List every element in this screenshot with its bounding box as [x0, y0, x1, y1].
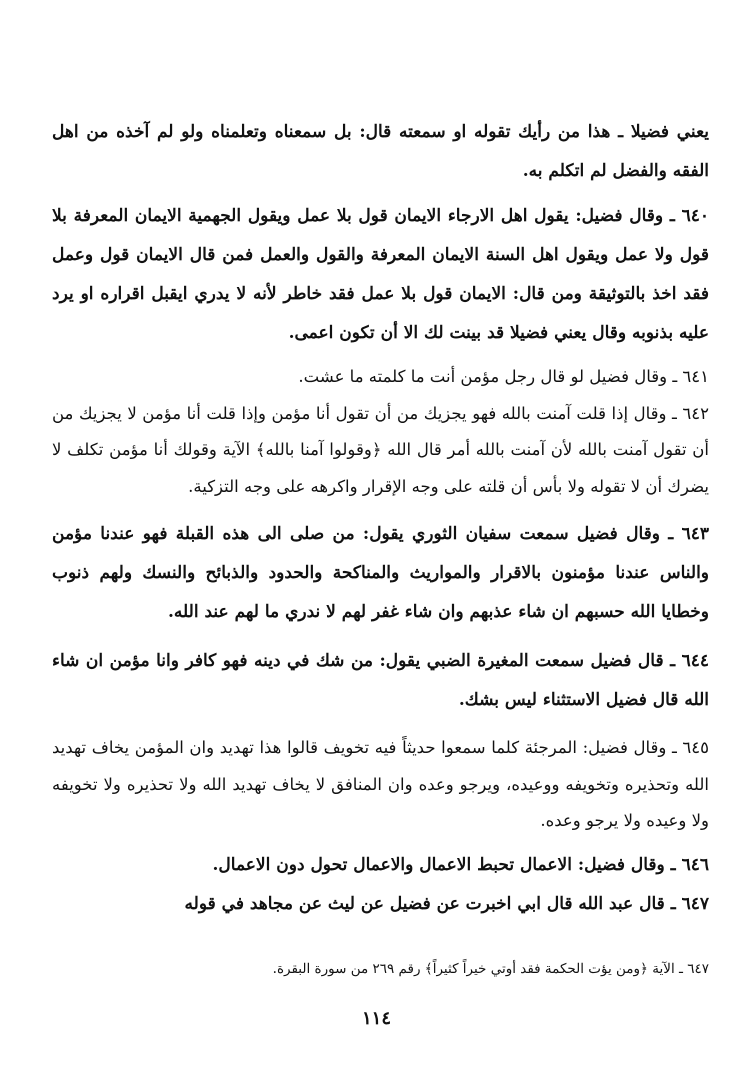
paragraph-intro: يعني فضيلا ـ هذا من رأيك تقوله او سمعته قال: بل سمعناه وتعلمناه ولو لم آخذه من اهل الفقه والفضل لم اتكلم به. [52, 122, 709, 181]
paragraph-645: ٦٤٥ ـ وقال فضيل: المرجئة كلما سمعوا حديثاً فيه تخويف قالوا هذا تهديد وان المؤمن يخاف تهديد الله وتحذيره وتخويفه ووعيده، ويرجو وعده وان المنافق لا يخاف تهديد الله ولا تحذيره ولا تخويفه ولا وعيده ولا يرجو وعده. [52, 738, 709, 830]
paragraph-643: ٦٤٣ ـ وقال فضيل سمعت سفيان الثوري يقول: من صلى الى هذه القبلة فهو عندنا مؤمن والناس عندنا مؤمنون بالاقرار والمواريث والمناكحة والحدود والذبائح والنسك ولهم ذنوب وخطايا الله حسبهم ان شاء عذبهم وان شاء غفر لهم لا ندري ما لهم عند الله. [52, 524, 709, 622]
page-number: ١١٤ [361, 1008, 391, 1029]
footnote: ٦٤٧ ـ الآية ﴿ومن يؤت الحكمة فقد أوتي خيراً كثيراً﴾ رقم ٢٦٩ من سورة البقرة. [272, 961, 709, 977]
paragraph-640: ٦٤٠ ـ وقال فضيل: يقول اهل الارجاء الايمان قول بلا عمل ويقول الجهمية الايمان المعرفة بلا قول ولا عمل ويقول اهل السنة الايمان المعرفة والقول والعمل فمن قال الايمان قول وعمل فقد اخذ بالتوثيقة ومن قال: الايمان قول بلا عمل فقد خاطر لأنه لا يدري ايقبل اقراره او يرد عليه بذنوبه وقال يعني فضيلا قد بينت لك الا أن تكون اعمى. [52, 206, 709, 343]
paragraph-644: ٦٤٤ ـ قال فضيل سمعت المغيرة الضبي يقول: من شك في دينه فهو كافر وانا مؤمن ان شاء الله قال فضيل الاستثناء ليس بشك. [52, 651, 709, 710]
paragraph-642: ٦٤٢ ـ وقال إذا قلت آمنت بالله فهو يجزيك من أن تقول أنا مؤمن وإذا قلت أنا مؤمن لا يجزيك من أن تقول آمنت بالله لأن آمنت بالله أمر قال الله ﴿وقولوا آمنا بالله﴾ الآية وقولك أنا مؤمن تكلف لا يضرك أن لا تقوله ولا بأس أن قلته على وجه الإقرار واكرهه على وجه التزكية. [52, 403, 709, 496]
paragraph-641: ٦٤١ ـ وقال فضيل لو قال رجل مؤمن أنت ما كلمته ما عشت. [298, 367, 709, 386]
paragraph-647: ٦٤٧ ـ قال عبد الله قال ابي اخبرت عن فضيل عن ليث عن مجاهد في قوله [184, 893, 709, 914]
paragraph-646: ٦٤٦ ـ وقال فضيل: الاعمال تحبط الاعمال والاعمال تحول دون الاعمال. [212, 854, 709, 875]
